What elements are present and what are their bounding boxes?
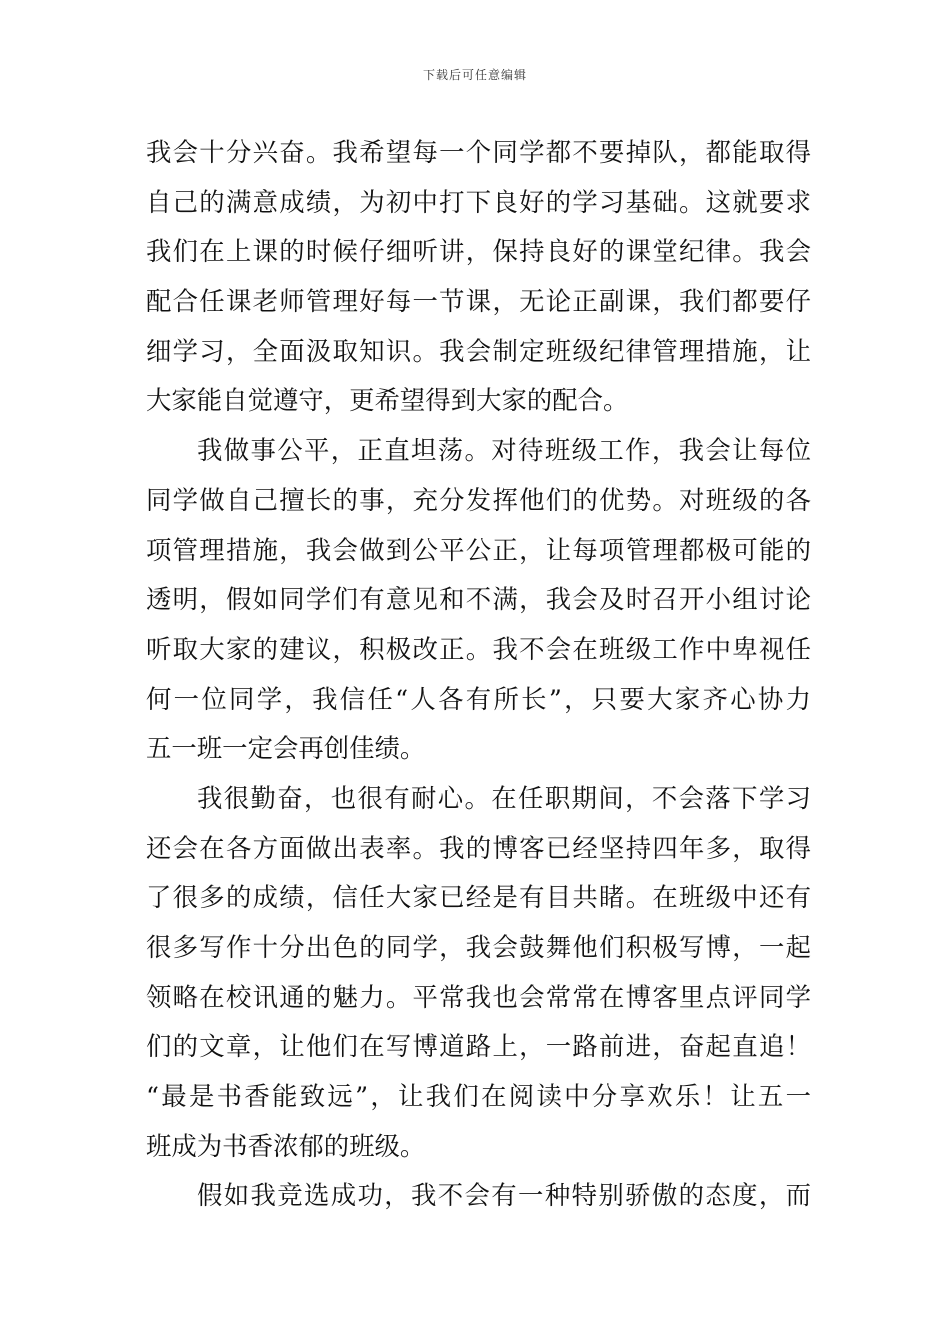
text-line: 何一位同学，我信任“人各有所长”，只要大家齐心协力 — [146, 683, 811, 714]
document-body — [146, 128, 811, 1221]
text-line: 还会在各方面做出表率。我的博客已经坚持四年多，取得 — [146, 832, 811, 863]
text-line: 五一班一定会再创佳绩。 — [146, 733, 426, 764]
text-line: 项管理措施，我会做到公平公正，让每项管理都极可能的 — [146, 534, 811, 565]
page-header: 下载后可任意编辑 — [422, 68, 527, 82]
text-line: 我很勤奋，也很有耐心。在任职期间，不会落下学习 — [197, 782, 811, 813]
text-line: 领略在校讯通的魅力。平常我也会常常在博客里点评同学 — [146, 981, 811, 1012]
text-line: 我做事公平，正直坦荡。对待班级工作，我会让每位 — [197, 435, 811, 466]
text-line: 听取大家的建议，积极改正。我不会在班级工作中卑视任 — [146, 633, 811, 664]
text-line: 我会十分兴奋。我希望每一个同学都不要掉队，都能取得 — [146, 137, 811, 167]
text-line: 配合任课老师管理好每一节课，无论正副课，我们都要仔 — [146, 286, 811, 317]
text-line: 大家能自觉遵守，更希望得到大家的配合。 — [146, 385, 629, 416]
text-line: 了很多的成绩，信任大家已经是有目共睹。在班级中还有 — [146, 882, 811, 913]
text-line: 透明，假如同学们有意见和不满，我会及时召开小组讨论 — [146, 584, 811, 615]
text-line: 很多写作十分出色的同学，我会鼓舞他们积极写博，一起 — [146, 932, 811, 962]
text-line: 们的文章，让他们在写博道路上，一路前进，奋起直追！ — [146, 1031, 811, 1062]
text-line: “最是书香能致远”，让我们在阅读中分享欢乐！让五一 — [146, 1081, 811, 1112]
text-line: 细学习，全面汲取知识。我会制定班级纪律管理措施，让 — [146, 335, 811, 366]
text-line: 自己的满意成绩，为初中打下良好的学习基础。这就要求 — [146, 186, 811, 217]
text-line: 假如我竞选成功，我不会有一种特别骄傲的态度，而 — [197, 1180, 811, 1211]
text-line: 我们在上课的时候仔细听讲，保持良好的课堂纪律。我会 — [146, 236, 811, 267]
text-line: 班成为书香浓郁的班级。 — [146, 1130, 426, 1161]
text-line: 同学做自己擅长的事，充分发挥他们的优势。对班级的各 — [146, 484, 811, 515]
